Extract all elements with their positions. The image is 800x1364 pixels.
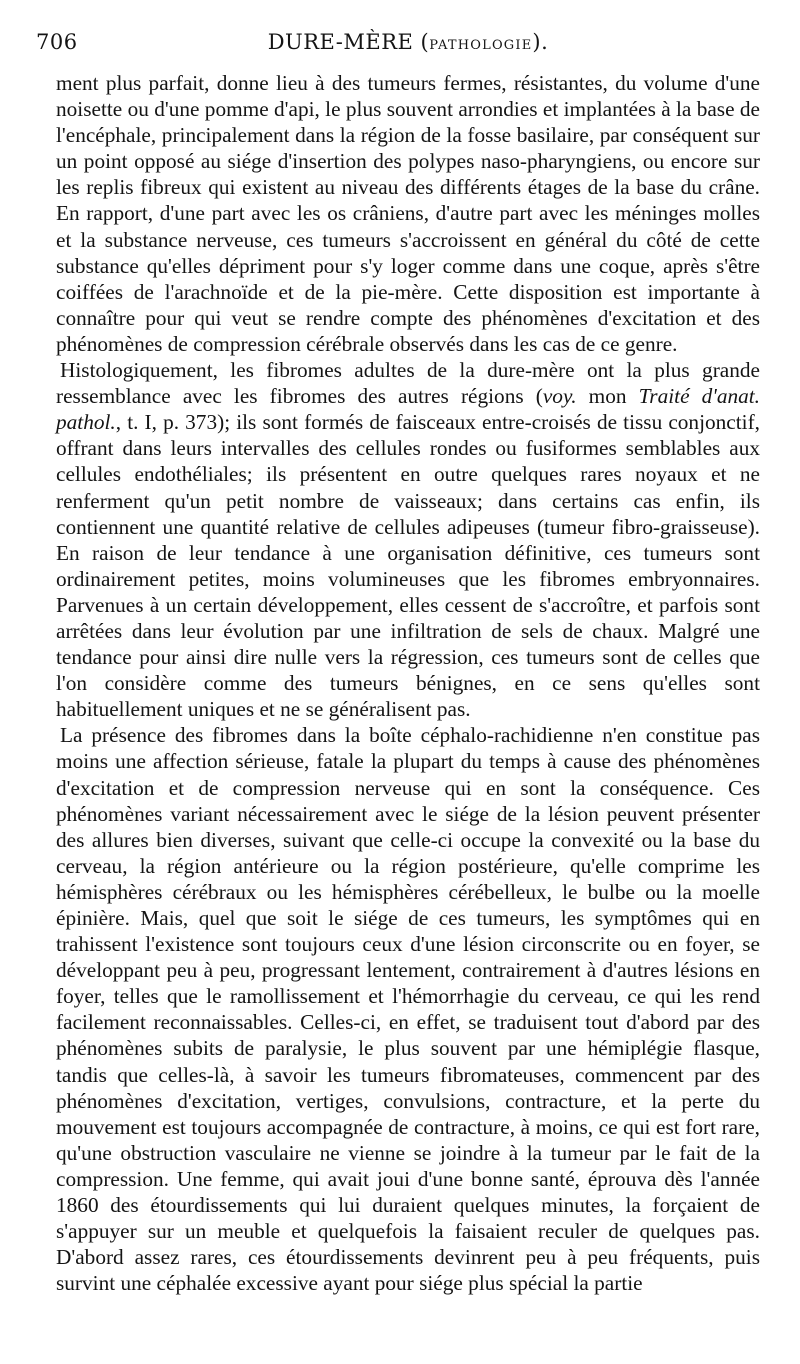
paragraph-1: ment plus parfait, donne lieu à des tumeurs fermes, résistantes, du volume d'une noisette ou d'une pomme d'api, le plus souvent arrondies et implantées à la base de l'encéphale, principalement dans la région de la fosse basilaire, par conséquent sur un point opposé au siége d'insertion des polypes naso-pharyngiens, ou encore sur les replis fibreux qui existent au niveau des différents étages de la base du crâne. En rapport, d'une part avec les os crâniens, d'autre part avec les méninges molles et la substance nerveuse, ces tumeurs s'accroissent en général du côté de cette substance qu'elles dépriment pour s'y loger comme dans une coque, après s'être coiffées de l'arachnoïde et de la pie-mère. Cette disposition est importante à connaître pour qui veut se rendre compte des phénomènes d'excitation et des phénomènes de compression cérébrale observés dans les cas de ce genre. [56, 71, 760, 356]
page-header [36, 30, 760, 70]
paragraph-2 [56, 357, 760, 722]
paragraph-2-part-2: mon [576, 384, 639, 409]
body-text [56, 70, 760, 1296]
paragraph-2-italic-voy: voy. [542, 384, 577, 409]
running-head [56, 30, 760, 54]
running-head-main: DURE-MÈRE ( [267, 30, 430, 54]
paragraph-3: La présence des fibromes dans la boîte céphalo-rachidienne n'en constitue pas moins une affection sérieuse, fatale la plupart du temps à cause des phénomènes d'excitation et de compression nerveuse qui en sont la conséquence. Ces phénomènes variant nécessairement avec le siége de la lésion peuvent présenter des allures bien diverses, suivant que celle-ci occupe la convexité ou la base du cerveau, la région antérieure ou la région postérieure, qu'elle comprime les hémisphères cérébraux ou les hémisphères cérébelleux, le bulbe ou la moelle épinière. Mais, quel que soit le siége de ces tumeurs, les symptômes qui en trahissent l'existence sont toujours ceux d'une lésion circonscrite ou en foyer, se développant peu à peu, progressant lentement, contrairement à d'autres lésions en foyer, telles que le ramollissement et l'hémorrhagie du cerveau, ce qui les rend facilement reconnaissables. Celles-ci, en effet, se traduisent tout d'abord par des phénomènes subits de paralysie, le plus souvent par une hémiplégie flasque, tandis que celles-là, à savoir les tumeurs fibromateuses, commencent par des phénomènes d'excitation, vertiges, convulsions, contracture, et la perte du mouvement est toujours accompagnée de contracture, à moins, ce qui est fort rare, qu'une obstruction vasculaire ne vienne se joindre à la tumeur par le fait de la compression. Une femme, qui avait joui d'une bonne santé, éprouva dès l'année 1860 des étourdissements qui lui duraient quelques minutes, la forçaient de s'appuyer sur un meuble et quelquefois la faisaient reculer de quelques pas. D'abord assez rares, ces étourdissements devinrent peu à peu fréquents, puis survint une céphalée excessive ayant pour siége plus spécial la partie [56, 723, 760, 1296]
paragraph-2-part-1: Histologiquement, les fibromes adultes de la dure-mère ont la plus grande ressemblance avec les fibromes des autres régions ( [56, 358, 760, 409]
running-head-small-caps: PATHOLOGIE [429, 38, 533, 53]
running-head-end: ). [532, 30, 549, 54]
paragraph-2-part-3: , t. I, p. 373); ils sont formés de faisceaux entre-croisés de tissu conjonctif, offrant dans leurs intervalles des cellules rondes ou fusiformes semblables aux cellules endothéliales; ils présentent en outre quelques rares noyaux et ne renferment qu'un petit nombre de vaisseaux; dans certains cas enfin, ils contiennent une quantité relative de cellules adipeuses (tumeur fibro-graisseuse). En raison de leur tendance à une organisation définitive, ces tumeurs sont ordinairement petites, moins volumineuses que les fibromes embryonnaires. Parvenues à un certain développement, elles cessent de s'accroître, et parfois sont arrêtées dans leur évolution par une infiltration de sels de chaux. Malgré une tendance pour ainsi dire nulle vers la régression, ces tumeurs sont de celles que l'on considère comme des tumeurs bénignes, en ce sens qu'elles sont habituellement uniques et ne se généralisent pas. [56, 410, 760, 722]
paragraph-2-italic-traite: Traité d'anat. pathol. [56, 384, 761, 435]
page-number: 706 [36, 30, 78, 54]
